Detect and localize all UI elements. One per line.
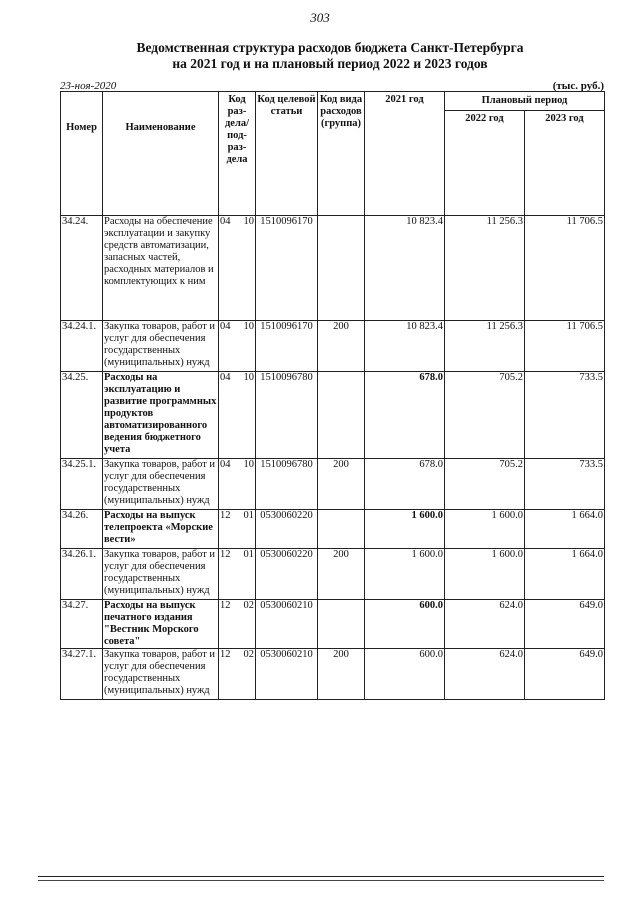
header-name: Наименование (103, 92, 219, 216)
header-planned-period: Плановый период (445, 92, 605, 111)
table-row (61, 216, 605, 321)
subsection: 02 (243, 600, 254, 611)
row-name: Расходы на эксплуатацию и развитие программных продуктов автоматизированного ведения бюджетного учета (103, 372, 219, 459)
section: 04 (220, 216, 231, 227)
table-row (61, 459, 605, 510)
bottom-rule-thin (38, 880, 604, 881)
row-number: 34.25.1. (61, 459, 103, 510)
row-target-code: 0530060210 (256, 600, 318, 649)
row-expense-group: 200 (318, 459, 365, 510)
subsection: 10 (243, 372, 254, 383)
row-name: Закупка товаров, работ и услуг для обеспечения государственных (муниципальных) нужд (103, 459, 219, 510)
row-number: 34.24. (61, 216, 103, 321)
row-expense-group: 200 (318, 321, 365, 372)
row-target-code: 0530060220 (256, 510, 318, 549)
row-amount-2022: 1 600.0 (445, 510, 525, 549)
row-section-code (219, 549, 256, 600)
subsection: 10 (243, 216, 254, 227)
row-amount-2023: 649.0 (525, 649, 605, 700)
section: 12 (220, 649, 231, 660)
row-number: 34.24.1. (61, 321, 103, 372)
row-target-code: 0530060220 (256, 549, 318, 600)
row-amount-2021: 1 600.0 (365, 510, 445, 549)
row-amount-2022: 705.2 (445, 372, 525, 459)
row-amount-2023: 733.5 (525, 372, 605, 459)
document-date: 23-ноя-2020 (60, 80, 117, 92)
budget-table (60, 91, 605, 700)
row-section-code (219, 216, 256, 321)
section: 12 (220, 600, 231, 611)
row-number: 34.25. (61, 372, 103, 459)
row-number: 34.27.1. (61, 649, 103, 700)
row-amount-2021: 10 823.4 (365, 216, 445, 321)
row-amount-2023: 11 706.5 (525, 321, 605, 372)
row-amount-2023: 649.0 (525, 600, 605, 649)
row-amount-2023: 11 706.5 (525, 216, 605, 321)
subsection: 10 (243, 459, 254, 470)
section: 12 (220, 549, 231, 560)
row-section-code (219, 372, 256, 459)
row-amount-2022: 11 256.3 (445, 216, 525, 321)
row-target-code: 1510096170 (256, 321, 318, 372)
row-amount-2021: 1 600.0 (365, 549, 445, 600)
header-expense-group: Код вида расходов (группа) (318, 92, 365, 216)
title-line-2: на 2021 год и на плановый период 2022 и 2023 годов (172, 56, 488, 71)
row-amount-2021: 600.0 (365, 649, 445, 700)
row-expense-group (318, 372, 365, 459)
row-amount-2021: 678.0 (365, 372, 445, 459)
row-amount-2022: 705.2 (445, 459, 525, 510)
header-target-code: Код целевой статьи (256, 92, 318, 216)
row-expense-group: 200 (318, 549, 365, 600)
row-name: Закупка товаров, работ и услуг для обеспечения государственных (муниципальных) нужд (103, 549, 219, 600)
row-expense-group: 200 (318, 649, 365, 700)
row-section-code (219, 321, 256, 372)
header-year-2023: 2023 год (525, 111, 605, 216)
row-amount-2022: 1 600.0 (445, 549, 525, 600)
header-number: Номер (61, 92, 103, 216)
row-number: 34.26. (61, 510, 103, 549)
section: 04 (220, 372, 231, 383)
page-title (60, 40, 600, 72)
row-target-code: 1510096170 (256, 216, 318, 321)
row-amount-2023: 1 664.0 (525, 549, 605, 600)
row-expense-group (318, 510, 365, 549)
row-amount-2022: 11 256.3 (445, 321, 525, 372)
row-amount-2023: 733.5 (525, 459, 605, 510)
title-line-1: Ведомственная структура расходов бюджета Санкт-Петербурга (136, 40, 524, 55)
row-amount-2023: 1 664.0 (525, 510, 605, 549)
table-row (61, 600, 605, 649)
row-amount-2021: 10 823.4 (365, 321, 445, 372)
row-name: Закупка товаров, работ и услуг для обеспечения государственных (муниципальных) нужд (103, 321, 219, 372)
row-target-code: 0530060210 (256, 649, 318, 700)
row-name: Расходы на обеспечение эксплуатации и закупку средств автоматизации, запасных частей, расходных материалов и комплектующих к ним (103, 216, 219, 321)
header-year-2022: 2022 год (445, 111, 525, 216)
row-name: Расходы на выпуск телепроекта «Морские вести» (103, 510, 219, 549)
row-expense-group (318, 600, 365, 649)
subsection: 02 (243, 649, 254, 660)
row-number: 34.27. (61, 600, 103, 649)
row-amount-2021: 678.0 (365, 459, 445, 510)
row-name: Закупка товаров, работ и услуг для обеспечения государственных (муниципальных) нужд (103, 649, 219, 700)
section: 12 (220, 510, 231, 521)
row-name: Расходы на выпуск печатного издания "Вестник Морского совета" (103, 600, 219, 649)
subsection: 01 (243, 510, 254, 521)
table-row (61, 510, 605, 549)
section: 04 (220, 321, 231, 332)
row-expense-group (318, 216, 365, 321)
subsection: 01 (243, 549, 254, 560)
table-row (61, 649, 605, 700)
row-section-code (219, 459, 256, 510)
row-target-code: 1510096780 (256, 459, 318, 510)
units-label: (тыс. руб.) (552, 80, 604, 92)
row-amount-2022: 624.0 (445, 600, 525, 649)
table-row (61, 321, 605, 372)
row-section-code (219, 649, 256, 700)
row-amount-2022: 624.0 (445, 649, 525, 700)
bottom-rule (38, 876, 604, 877)
row-section-code (219, 510, 256, 549)
page-number: 303 (310, 10, 330, 25)
row-number: 34.26.1. (61, 549, 103, 600)
header-section-code: Код раз- дела/ под- раз- дела (219, 92, 256, 216)
row-amount-2021: 600.0 (365, 600, 445, 649)
row-target-code: 1510096780 (256, 372, 318, 459)
subsection: 10 (243, 321, 254, 332)
section: 04 (220, 459, 231, 470)
header-year-2021: 2021 год (365, 92, 445, 216)
table-row (61, 549, 605, 600)
table-row (61, 372, 605, 459)
row-section-code (219, 600, 256, 649)
